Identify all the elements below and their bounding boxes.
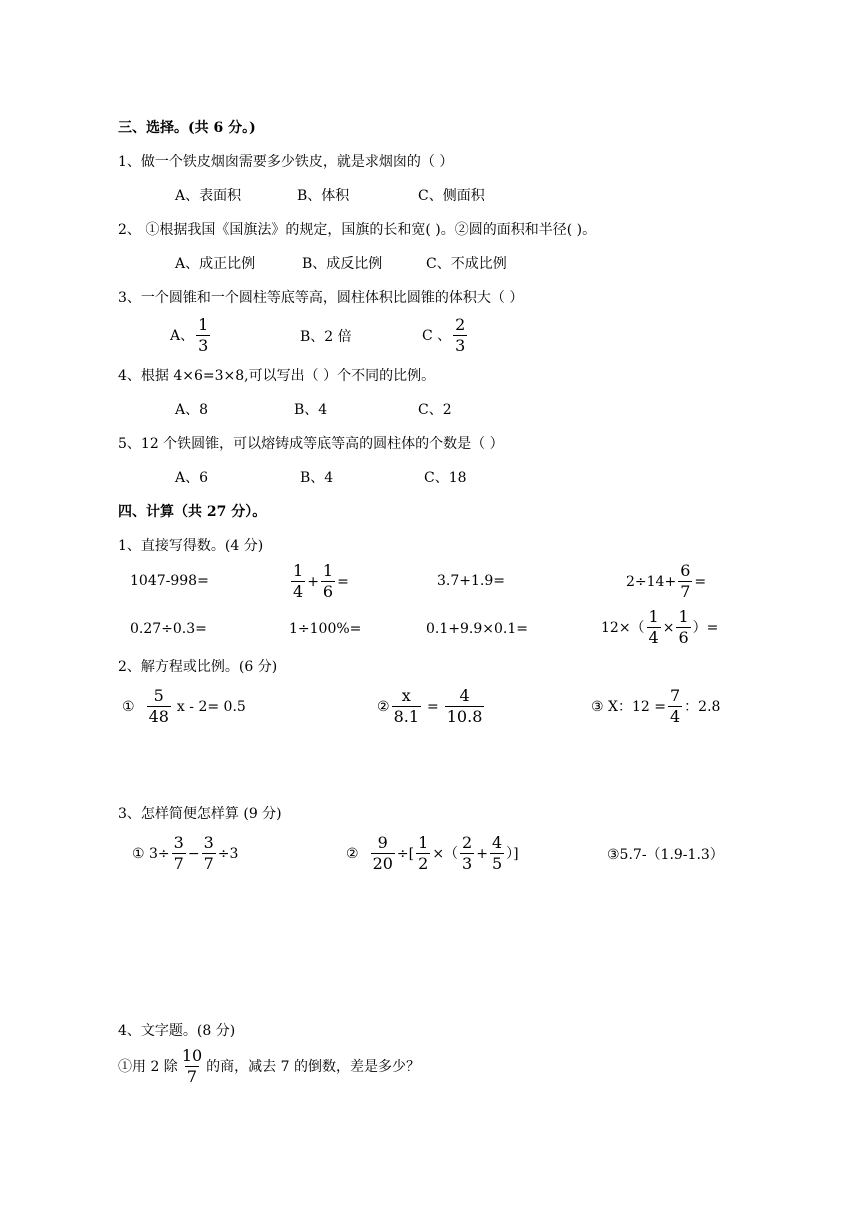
equation-2 xyxy=(377,686,486,727)
part3-title: 3、怎样简便怎样算 (9 分) xyxy=(118,806,282,822)
q3-option-c-prefix: C 、 xyxy=(422,327,452,344)
numerator: 1 xyxy=(648,607,659,626)
simplify-1-prefix: ① 3÷ xyxy=(132,845,170,862)
simplify-3: ③5.7-（1.9-1.3） xyxy=(607,847,724,863)
equals: = xyxy=(694,573,707,590)
numerator: 3 xyxy=(173,833,184,852)
fraction xyxy=(180,1046,204,1087)
question-1: 1、做一个铁皮烟囱需要多少铁皮，就是求烟囱的（ ） xyxy=(118,154,454,170)
q3-option-a xyxy=(170,315,212,356)
operator: − xyxy=(187,845,200,862)
numerator: 1 xyxy=(678,607,689,626)
word-problem-1-suffix: 的商，减去 7 的倒数，差是多少？ xyxy=(206,1058,420,1075)
denominator: 8.1 xyxy=(393,707,420,726)
expr-4-prefix: 2÷14+ xyxy=(626,573,677,590)
numerator: 7 xyxy=(669,686,681,705)
denominator: 5 xyxy=(491,854,503,873)
q1-option-c: C、侧面积 xyxy=(418,188,485,204)
fraction xyxy=(202,833,216,874)
denominator: 20 xyxy=(372,854,393,873)
denominator: 10.8 xyxy=(446,707,483,726)
equation-3-suffix: ：2.8 xyxy=(684,698,721,715)
circled-number: ① xyxy=(122,698,135,715)
q2-option-b: B、成反比例 xyxy=(302,256,383,272)
numerator: 2 xyxy=(455,315,466,334)
expr-1: 1047-998= xyxy=(130,573,209,589)
denominator: 3 xyxy=(462,854,473,873)
denominator: 3 xyxy=(198,336,209,355)
fraction xyxy=(460,833,474,874)
numerator: 3 xyxy=(203,833,214,852)
q4-option-c: C、2 xyxy=(418,402,452,418)
fraction xyxy=(453,315,467,356)
numerator: 1 xyxy=(322,561,334,580)
fraction xyxy=(321,561,335,602)
fraction xyxy=(490,833,504,874)
numerator: 2 xyxy=(462,833,473,852)
section4-title: 四、计算（共 27 分）。 xyxy=(118,504,267,520)
denominator: 7 xyxy=(186,1067,198,1086)
fraction xyxy=(416,833,430,874)
numerator: 1 xyxy=(293,561,304,580)
fraction xyxy=(668,686,682,727)
question-4: 4、根据 4×6=3×8,可以写出（ ）个不同的比例。 xyxy=(118,368,436,384)
q3-option-c xyxy=(422,315,469,356)
part1-title: 1、直接写得数。(4 分) xyxy=(118,538,264,554)
fraction xyxy=(678,561,692,602)
q3-option-b: B、2 倍 xyxy=(300,329,352,345)
denominator: 7 xyxy=(680,582,691,601)
denominator: 4 xyxy=(648,628,659,647)
equals: = xyxy=(337,573,349,590)
denominator: 3 xyxy=(455,336,466,355)
denominator: 7 xyxy=(173,854,184,873)
denominator: 4 xyxy=(293,582,304,601)
word-problem-1 xyxy=(118,1046,420,1087)
expr-2 xyxy=(289,561,349,602)
expr-7: 0.1+9.9×0.1= xyxy=(426,621,528,637)
expr-3: 3.7+1.9= xyxy=(437,573,505,589)
operator: ×（ xyxy=(432,845,459,862)
fraction xyxy=(647,607,661,648)
question-5: 5、12 个铁圆锥，可以熔铸成等底等高的圆柱体的个数是（ ） xyxy=(118,436,504,452)
expr-8-prefix: 12×（ xyxy=(601,619,645,636)
fraction xyxy=(371,833,395,874)
fraction xyxy=(676,607,690,648)
q2-option-c: C、不成比例 xyxy=(426,256,507,272)
denominator: 2 xyxy=(418,854,429,873)
denominator: 6 xyxy=(322,582,334,601)
expr-4 xyxy=(626,561,706,602)
equation-3-prefix: ③ X：12 = xyxy=(591,698,666,715)
numerator: 5 xyxy=(153,686,164,705)
q5-option-b: B、4 xyxy=(300,470,334,486)
denominator: 7 xyxy=(203,854,214,873)
question-3: 3、一个圆锥和一个圆柱等底等高，圆柱体积比圆锥的体积大（ ） xyxy=(118,290,524,306)
numerator: 1 xyxy=(418,833,429,852)
word-problem-1-prefix: ①用 2 除 xyxy=(118,1058,178,1075)
part2-title: 2、解方程或比例。(6 分) xyxy=(118,659,278,675)
denominator: 6 xyxy=(678,628,689,647)
expr-6: 1÷100%= xyxy=(289,621,362,637)
fraction xyxy=(445,686,485,727)
operator: + xyxy=(307,573,319,590)
expr-8 xyxy=(601,607,718,648)
q5-option-c: C、18 xyxy=(424,470,467,486)
operator: ÷[ xyxy=(396,845,415,862)
q2-option-a: A、成正比例 xyxy=(175,256,256,272)
part4-title: 4、文字题。(8 分) xyxy=(118,1023,236,1039)
q1-option-b: B、体积 xyxy=(297,188,350,204)
equals: = xyxy=(427,698,439,715)
q3-option-a-prefix: A、 xyxy=(170,327,195,344)
numerator: 6 xyxy=(680,561,691,580)
numerator: x xyxy=(401,686,411,705)
numerator: 4 xyxy=(491,833,503,852)
fraction xyxy=(172,833,186,874)
numerator: 9 xyxy=(377,833,388,852)
fraction xyxy=(196,315,210,356)
q1-option-a: A、表面积 xyxy=(175,188,242,204)
numerator: 10 xyxy=(181,1046,203,1065)
circled-number: ② xyxy=(346,845,359,862)
simplify-2 xyxy=(346,833,519,874)
fraction xyxy=(392,686,421,727)
simplify-1 xyxy=(132,833,238,874)
numerator: 1 xyxy=(198,315,209,334)
numerator: 4 xyxy=(459,686,470,705)
circled-number: ② xyxy=(377,698,390,715)
q4-option-a: A、8 xyxy=(175,402,209,418)
q5-option-a: A、6 xyxy=(175,470,209,486)
section3-title: 三、选择。(共 6 分。) xyxy=(118,120,256,136)
equation-1 xyxy=(122,686,246,727)
denominator: 48 xyxy=(148,707,169,726)
question-2: 2、 ①根据我国《国旗法》的规定，国旗的长和宽( )。②圆的面积和半径( )。 xyxy=(118,222,597,238)
equation-3 xyxy=(591,686,720,727)
denominator: 4 xyxy=(669,707,681,726)
operator: + xyxy=(476,845,488,862)
operator: × xyxy=(662,619,675,636)
q4-option-b: B、4 xyxy=(294,402,328,418)
simplify-2-suffix: ）] xyxy=(506,845,519,862)
fraction xyxy=(291,561,305,602)
expr-8-suffix: ）= xyxy=(692,619,719,636)
fraction xyxy=(147,686,171,727)
simplify-1-suffix: ÷3 xyxy=(217,845,239,862)
equation-1-rest: x - 2= 0.5 xyxy=(176,698,246,715)
expr-5: 0.27÷0.3= xyxy=(130,621,207,637)
